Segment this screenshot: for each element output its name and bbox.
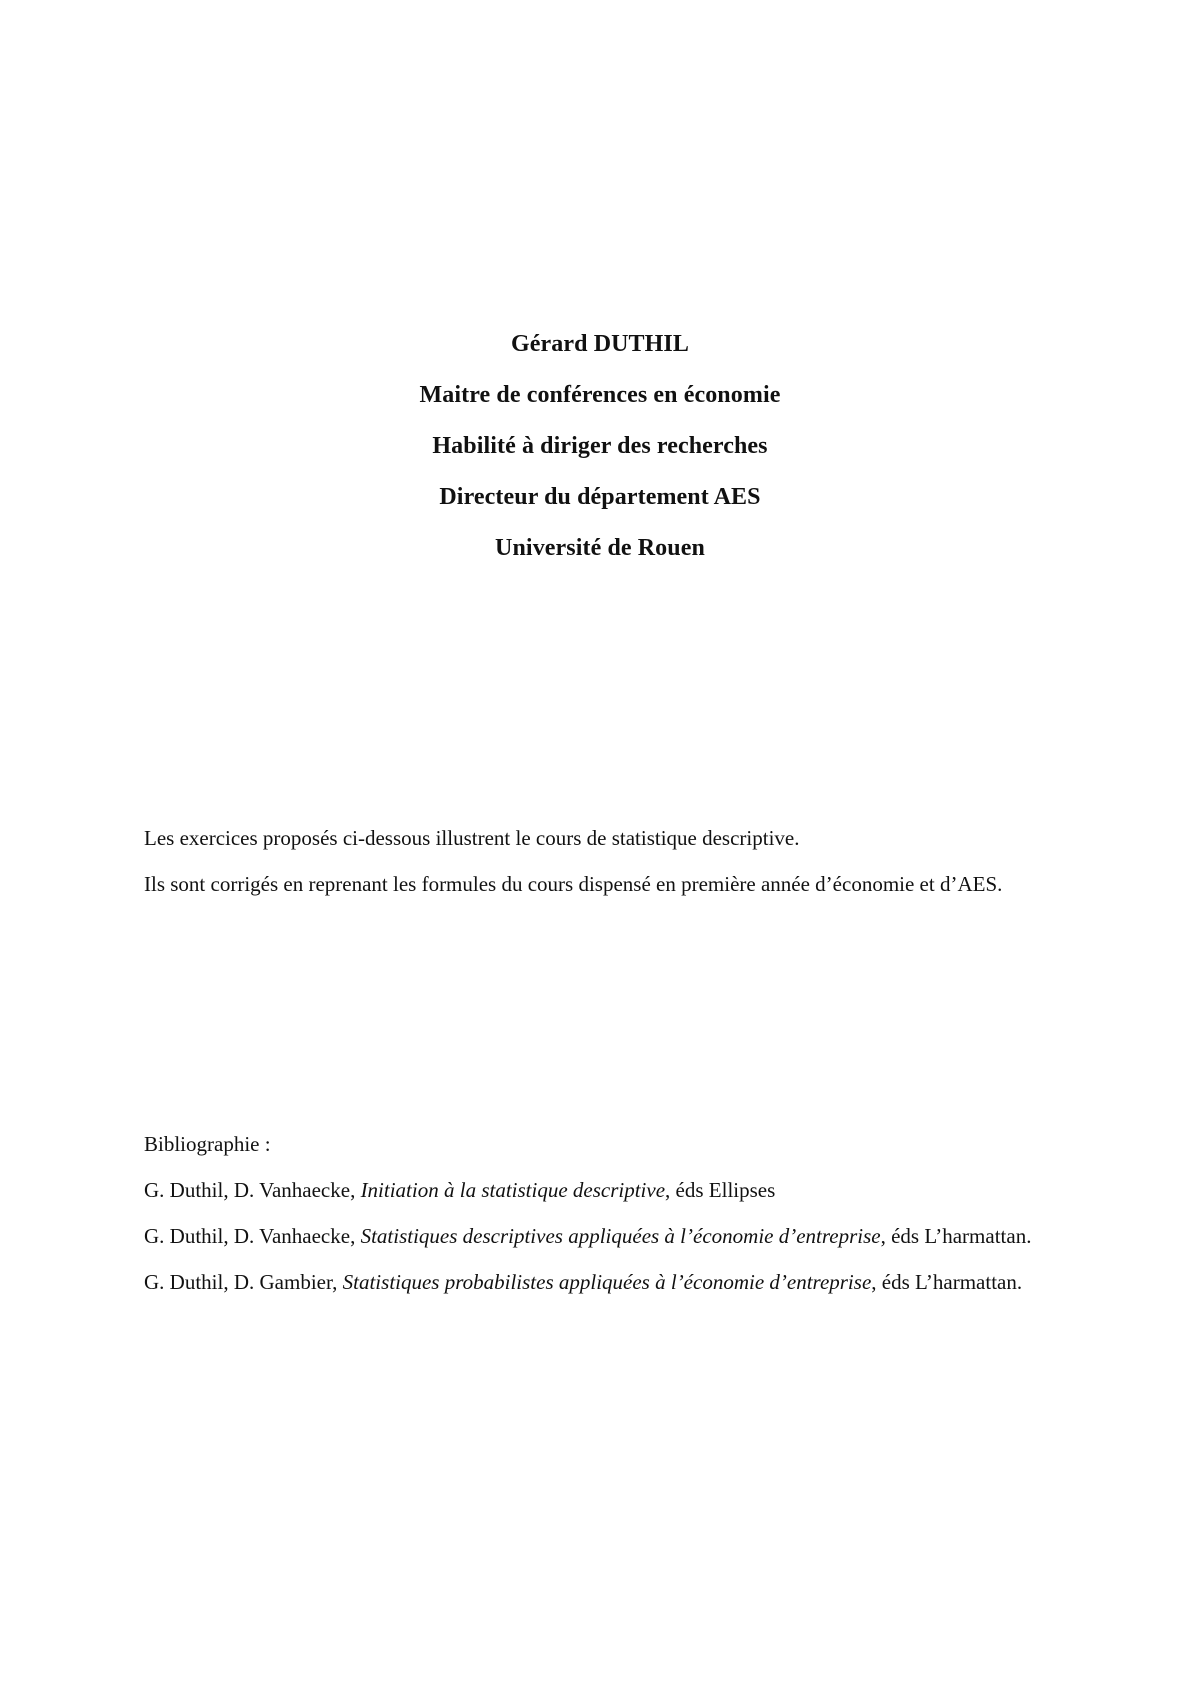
author-role: Directeur du département AES [439, 484, 761, 510]
reference-authors: G. Duthil, D. Gambier, [144, 1270, 343, 1294]
author-qualification: Habilité à diriger des recherches [432, 433, 768, 459]
reference-title: Initiation à la statistique descriptive [360, 1178, 666, 1202]
bibliography-reference [144, 1221, 1067, 1252]
reference-publisher: , éds Ellipses [665, 1178, 776, 1202]
reference-publisher: , éds L’harmattan. [871, 1270, 1023, 1294]
bibliography-reference [144, 1175, 1067, 1206]
author-position: Maitre de conférences en économie [419, 382, 781, 408]
intro-paragraph: Ils sont corrigés en reprenant les formules du cours dispensé en première année d’économie et d’AES. [144, 872, 1003, 896]
reference-title: Statistiques probabilistes appliquées à l’économie d’entreprise [342, 1270, 872, 1294]
reference-title: Statistiques descriptives appliquées à l’économie d’entreprise [360, 1224, 881, 1248]
author-block [0, 330, 1200, 585]
reference-publisher: , éds L’harmattan. [880, 1224, 1032, 1248]
bibliography-heading: Bibliographie : [144, 1132, 271, 1156]
author-institution: Université de Rouen [495, 535, 705, 561]
reference-authors: G. Duthil, D. Vanhaecke, [144, 1224, 361, 1248]
reference-authors: G. Duthil, D. Vanhaecke, [144, 1178, 361, 1202]
intro-paragraph: Les exercices proposés ci-dessous illustrent le cours de statistique descriptive. [144, 826, 800, 850]
bibliography-reference [144, 1267, 1067, 1298]
bibliography-section [144, 1129, 1067, 1313]
author-name: Gérard DUTHIL [511, 331, 689, 357]
intro-section [144, 823, 1067, 915]
